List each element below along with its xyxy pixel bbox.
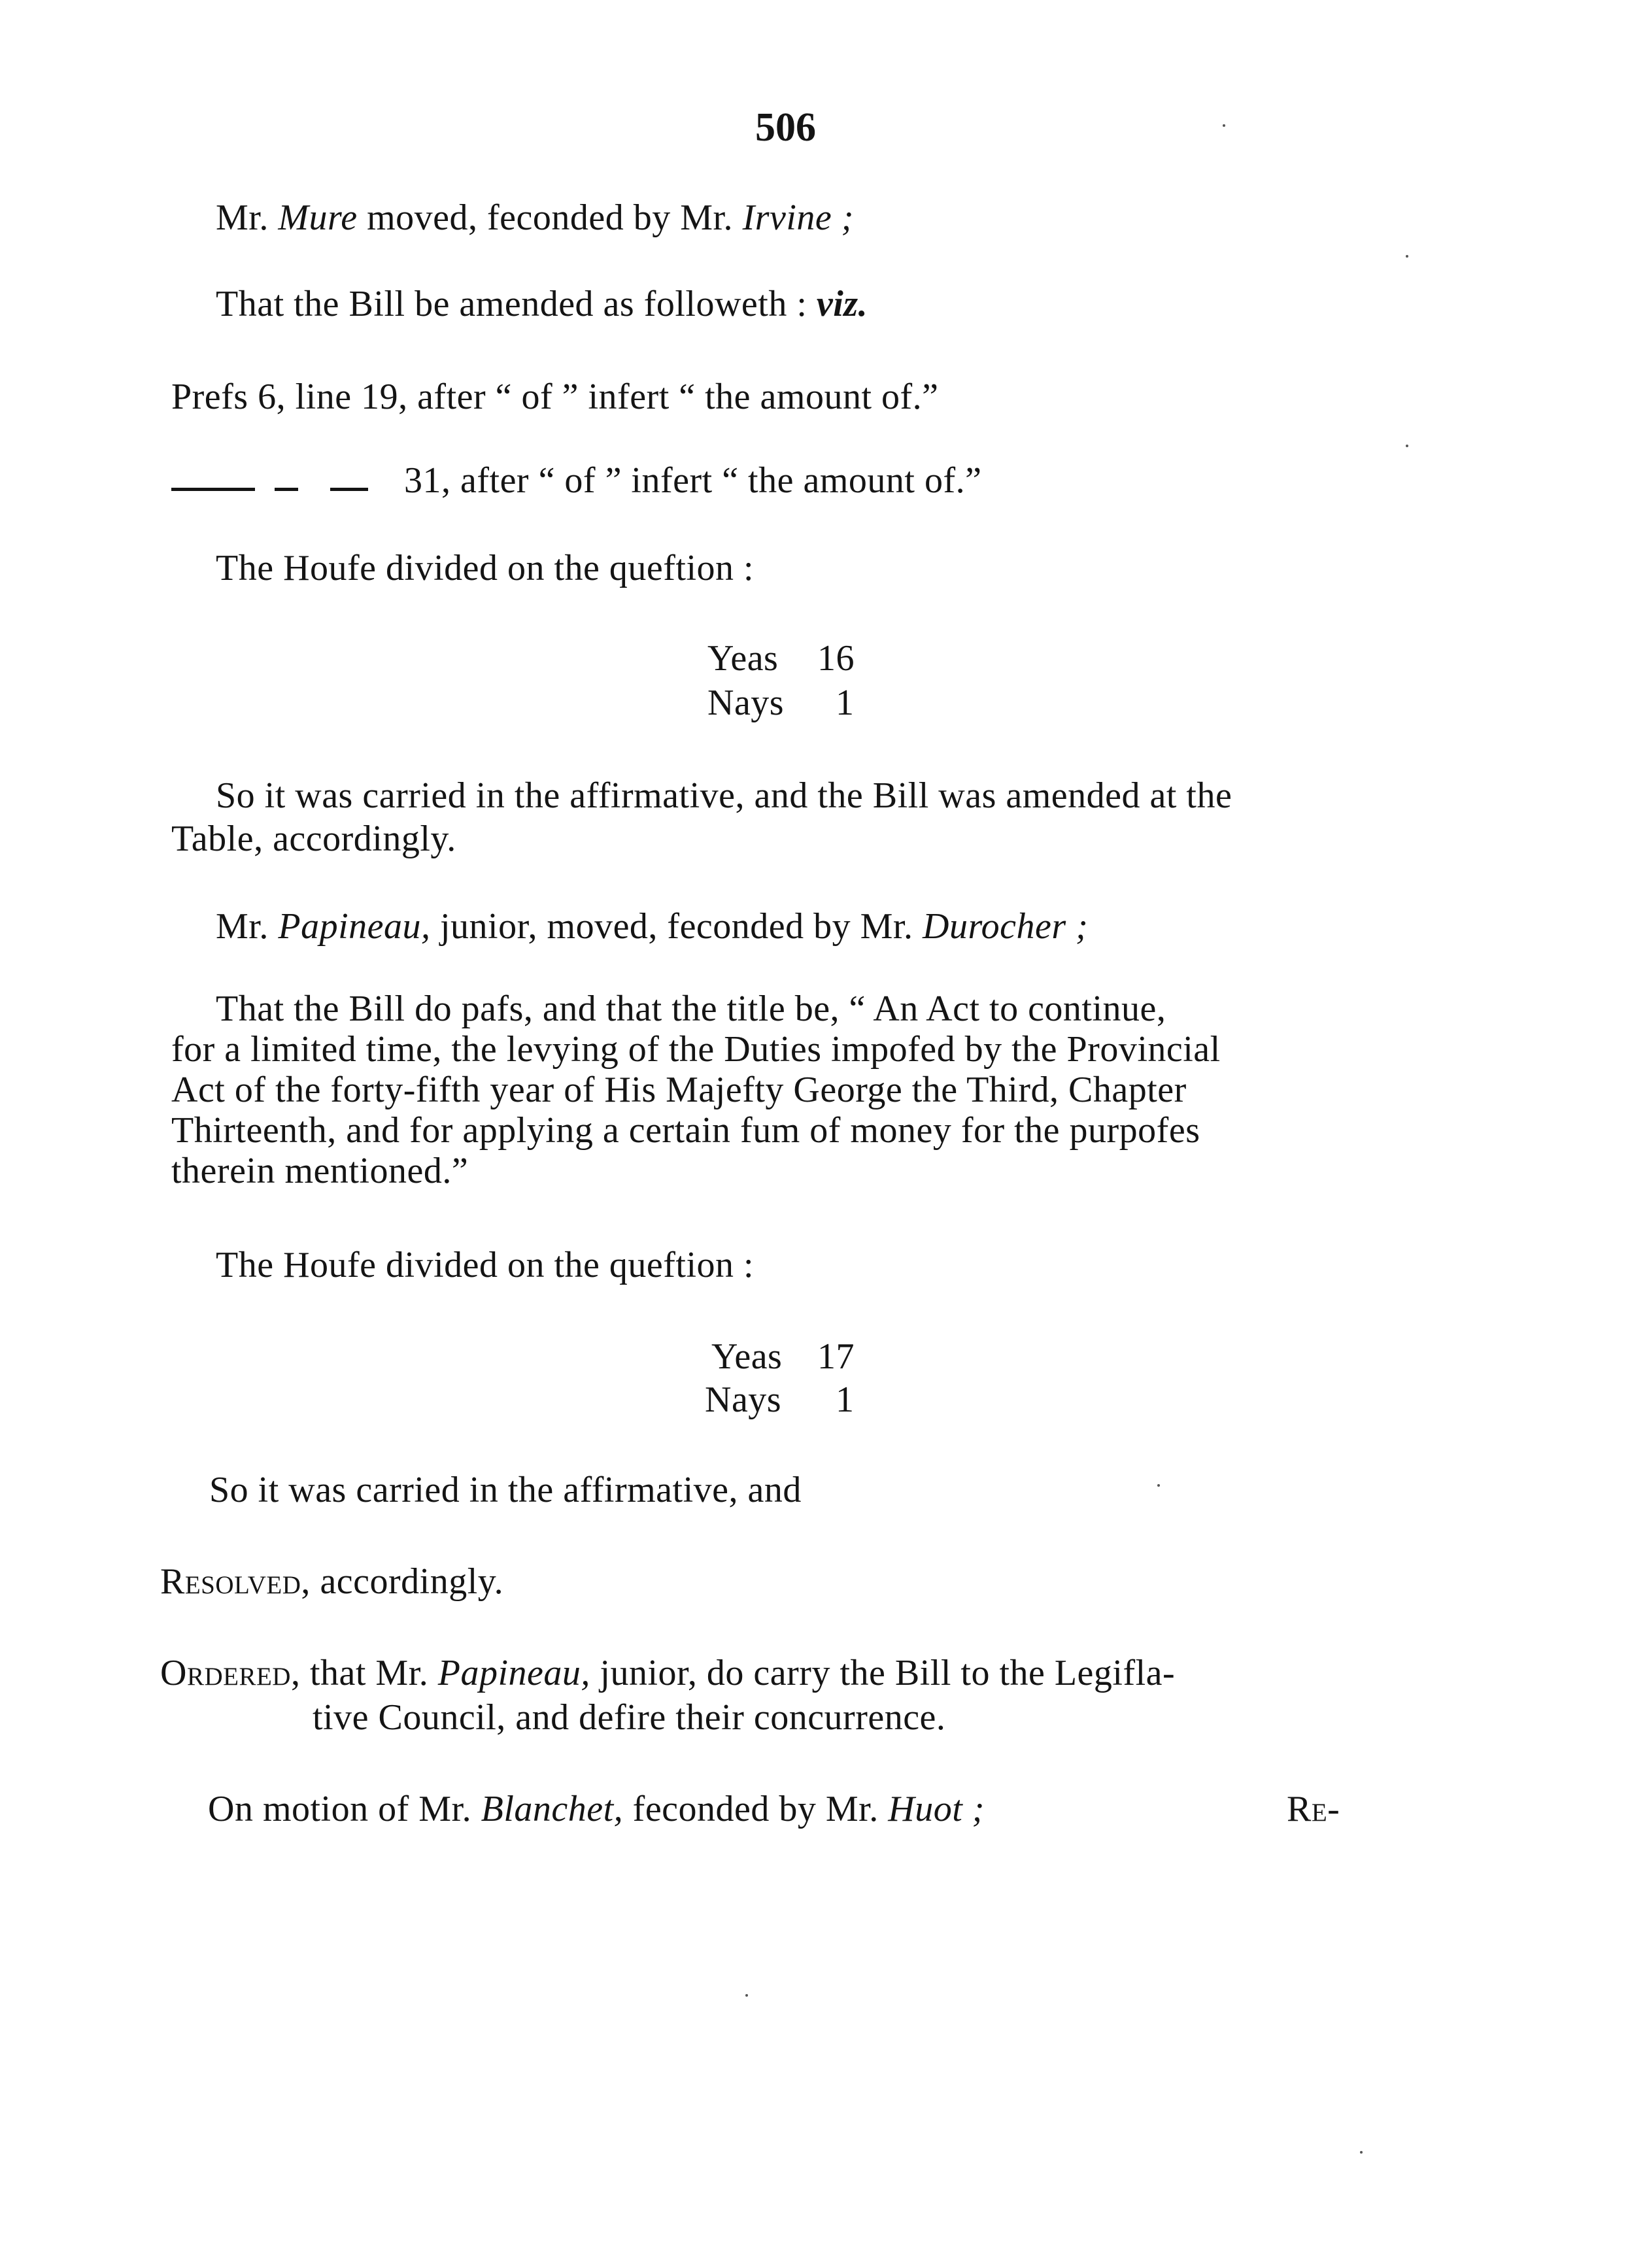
scan-speck <box>1223 124 1225 127</box>
seconder-name: Irvine ; <box>742 197 854 238</box>
nays-label: Nays <box>707 683 785 723</box>
yeas-count: 16 <box>817 638 855 679</box>
amendment-line-1: Prefs 6, line 19, after “ of ” infert “ the amount of.” <box>171 377 939 417</box>
nays-count: 1 <box>836 1379 855 1420</box>
ditto-dash <box>171 488 255 491</box>
nays-label: Nays <box>705 1379 782 1420</box>
page-number: 506 <box>755 105 816 150</box>
catchword: Re- <box>1287 1789 1340 1829</box>
bill-title-line: Thirteenth, and for applying a certain fum of money for the purpofes <box>171 1110 1200 1151</box>
ditto-dash <box>330 488 368 491</box>
ordered-label: Ordered, <box>160 1653 301 1693</box>
yeas-label: Yeas <box>711 1336 783 1377</box>
yeas-count: 17 <box>817 1336 855 1377</box>
amendment-intro <box>216 282 868 326</box>
seconder-name: Durocher ; <box>923 906 1089 947</box>
bill-title-line: Act of the forty-fifth year of His Majefty George the Third, Chapter <box>171 1070 1187 1110</box>
title-prefix: Mr. <box>216 197 269 238</box>
bill-title-line: therein mentioned.” <box>171 1151 469 1191</box>
mover-name: Blanchet, <box>481 1789 624 1829</box>
yeas-label: Yeas <box>707 638 779 679</box>
ordered-line-2: tive Council, and defire their concurrence. <box>313 1697 946 1738</box>
ordered-text: junior, do carry the Bill to the Legifla- <box>600 1653 1176 1693</box>
scan-speck <box>1406 255 1408 258</box>
bill-title-line: That the Bill do pafs, and that the title be, “ An Act to continue, <box>216 989 1166 1029</box>
ditto-dash <box>275 488 298 491</box>
result-line: So it was carried in the affirmative, and <box>209 1470 802 1510</box>
amendment-line-2: 31, after “ of ” infert “ the amount of.” <box>404 460 982 501</box>
motion-line <box>208 1787 985 1831</box>
moved-text: moved, feconded by Mr. <box>367 197 734 238</box>
bill-title-line: for a limited time, the levying of the Duties impofed by the Provincial <box>171 1029 1221 1070</box>
ordered-name: Papineau, <box>437 1653 590 1693</box>
motion-line <box>216 196 854 239</box>
scan-speck <box>1157 1484 1160 1487</box>
division-heading: The Houfe divided on the queftion : <box>216 1245 755 1285</box>
amendment-intro-text: That the Bill be amended as followeth : <box>216 284 807 324</box>
mover-name: Mure <box>278 197 358 238</box>
scan-speck <box>745 1994 748 1997</box>
result-line: So it was carried in the affirmative, and the Bill was amended at the <box>216 775 1232 816</box>
seconded-text: feconded by Mr. <box>632 1789 879 1829</box>
division-heading: The Houfe divided on the queftion : <box>216 548 755 588</box>
result-line: Table, accordingly. <box>171 819 456 859</box>
nays-count: 1 <box>836 683 855 723</box>
motion-prefix: On motion of Mr. <box>208 1789 472 1829</box>
scan-speck <box>1360 2151 1363 2154</box>
resolved-line <box>160 1560 503 1603</box>
seconder-name: Huot ; <box>888 1789 985 1829</box>
motion-line <box>216 905 1088 948</box>
scan-speck <box>1406 445 1408 447</box>
resolved-text: accordingly. <box>320 1561 504 1602</box>
amendment-viz: viz. <box>816 284 868 324</box>
moved-text: junior, moved, feconded by Mr. <box>439 906 913 947</box>
ordered-text: that Mr. <box>309 1653 429 1693</box>
title-prefix: Mr. <box>216 906 269 947</box>
ordered-line <box>160 1651 1175 1695</box>
resolved-label: Resolved, <box>160 1561 311 1602</box>
mover-name: Papineau, <box>278 906 431 947</box>
